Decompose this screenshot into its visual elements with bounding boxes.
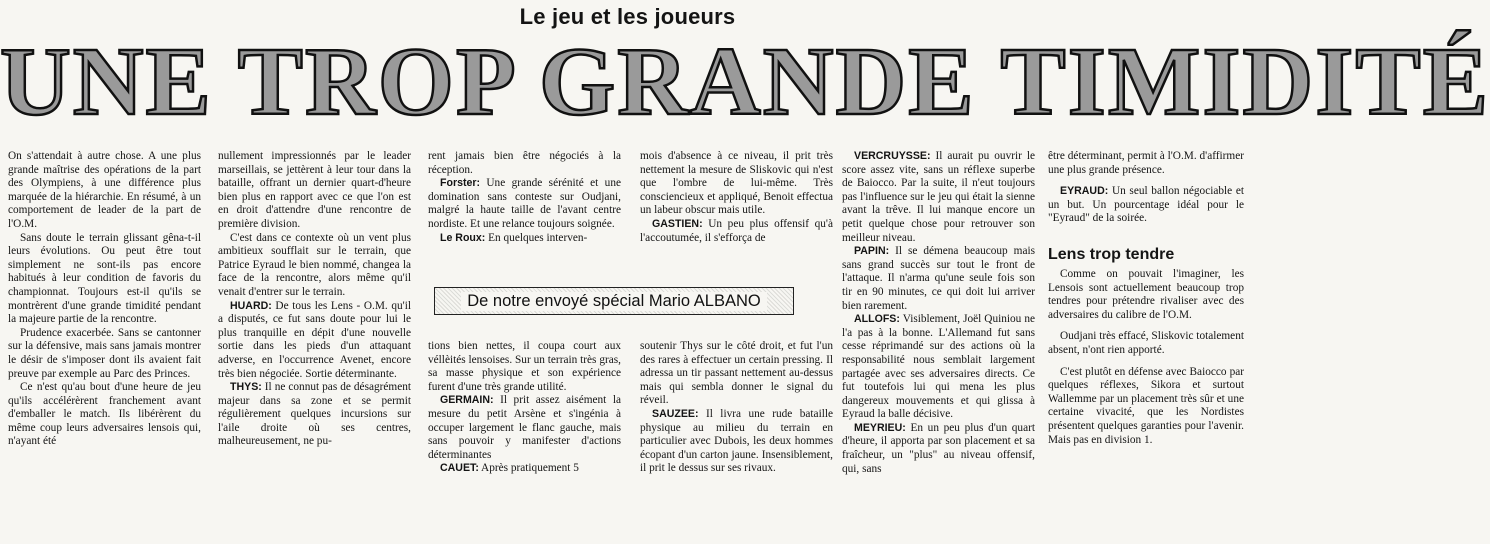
subheading: Lens trop tendre xyxy=(1048,245,1175,263)
player-name: HUARD: xyxy=(230,299,272,312)
kicker: Le jeu et les joueurs xyxy=(519,4,736,29)
byline-text: De notre envoyé spécial Mario ALBANO xyxy=(461,292,766,311)
paragraph: On s'attendait à autre chose. A une plus grande maîtrise des opérations de la part des Olympiens, à une différence plus marquée de la hiérarchie. En résumé, à un comportement de leader de la part de l'O.M. xyxy=(8,150,201,230)
column-2 xyxy=(218,150,411,544)
player-name: GASTIEN: xyxy=(652,217,703,230)
paragraph: Forster: Une grande sérénité et une domination sans conteste sur Oudjani, malgré la haute taille de l'avant centre nordiste. Et une relance toujours soignée. xyxy=(428,177,621,230)
player-name: ALLOFS: xyxy=(854,313,900,326)
player-name: CAUET: xyxy=(440,462,479,475)
paragraph: soutenir Thys sur le côté droit, et fut l'un des rares à effectuer un certain pressing. Il adressa un tir passant nettement au-dessus mais qui sembla donner le signal du réveil. xyxy=(640,340,833,407)
column-3-top xyxy=(428,150,621,278)
column-3-bottom xyxy=(428,340,621,544)
player-name: PAPIN: xyxy=(854,245,890,258)
column-4-bottom xyxy=(640,340,833,544)
paragraph: mois d'absence à ce niveau, il prit très nettement la mesure de Sliskovic qui n'est que l'ombre de lui-même. Très consciencieux et appliqué, Benoit effectua un labeur obscur mais utile. xyxy=(640,150,833,217)
player-name: GERMAIN: xyxy=(440,394,494,407)
paragraph: Ce n'est qu'au bout d'une heure de jeu qu'ils accélérèrent franchement avant d'emballer le match. Ils libérèrent du même coup leurs adversaires lensois qui, n'ayant été xyxy=(8,381,201,448)
paragraph: MEYRIEU: En un peu plus d'un quart d'heure, il apporta par son placement et sa fraîcheur, un "plus" au niveau offensif, qui, sans xyxy=(842,421,1035,475)
column-1 xyxy=(8,150,201,544)
column-6 xyxy=(1048,150,1244,544)
player-name: SAUZEE: xyxy=(652,407,699,420)
paragraph: HUARD: De tous les Lens - O.M. qu'il a disputés, ce fut sans doute pour lui le plus tranquille en dépit d'une nouvelle sortie dans les pieds d'un attaquant adverse, en l'occurrence Avenet, encore très bien négociée. Sortie déterminante. xyxy=(218,299,411,380)
player-name: Le Roux: xyxy=(440,231,486,244)
player-name: Forster: xyxy=(440,177,481,190)
paragraph: PAPIN: Il se démena beaucoup mais sans grand succès sur tout le front de l'attaque. Il n'arma qu'une seule fois son tir en 90 minutes, ce qui doit lui arriver bien rarement. xyxy=(842,245,1035,312)
headline: UNE TROP GRANDE TIMIDITÉ xyxy=(0,28,1490,136)
paragraph: ALLOFS: Visiblement, Joël Quiniou ne l'a pas à la bonne. L'Allemand fut sans cesse réprimandé sur des actions où la responsabilité nous semblait largement partagée avec ses adversaires directs. Ce fut toutefois lui qui mena les plus dangereux mouvements et qui glissa à Eyraud la balle décisive. xyxy=(842,313,1035,421)
paragraph: nullement impressionnés par le leader marseillais, se jettèrent à leur tour dans la bataille, offrant un dernier quart-d'heure bien plus en rapport avec ce que l'on est en droit d'attendre d'une rencontre de première division. xyxy=(218,150,411,230)
paragraph: EYRAUD: Un seul ballon négociable et un but. Un pourcentage idéal pour le "Eyraud" de la soirée. xyxy=(1048,185,1244,225)
paragraph: GERMAIN: Il prit assez aisément la mesure du petit Arsène et s'ingénia à occuper largement le flanc gauche, mais sans pouvoir y manifester d'actions déterminantes xyxy=(428,394,621,461)
paragraph: rent jamais bien être négociés à la réception. xyxy=(428,150,621,176)
player-name: THYS: xyxy=(230,381,262,394)
column-4-top xyxy=(640,150,833,278)
paragraph: être déterminant, permit à l'O.M. d'affirmer une plus grande présence. xyxy=(1048,150,1244,176)
player-name: MEYRIEU: xyxy=(854,421,906,434)
byline-box xyxy=(434,287,794,315)
paragraph: C'est plutôt en défense avec Baiocco par quelques réflexes, Sikora et surtout Wallemme par un placement très sûr et une certaine vivacité, que les Nordistes présentent quelques garanties pour l'avenir. Mais pas en division 1. xyxy=(1048,365,1244,446)
paragraph: Prudence exacerbée. Sans se cantonner sur la défensive, mais sans jamais montrer le désir de s'imposer dont ils avaient fait preuve par exemple au Parc des Princes. xyxy=(8,326,201,380)
paragraph: GASTIEN: Un peu plus offensif qu'à l'accoutumée, il s'efforça de xyxy=(640,217,833,244)
player-name: EYRAUD: xyxy=(1060,185,1109,198)
paragraph: THYS: Il ne connut pas de désagrément majeur dans sa zone et se permit régulièrement quelques incursions sur l'aile droite où ses centres, malheureusement, ne pu- xyxy=(218,381,411,448)
column-5 xyxy=(842,150,1035,544)
paragraph: Le Roux: En quelques interven- xyxy=(440,231,588,244)
paragraph: CAUET: Après pratiquement 5 xyxy=(440,462,579,475)
paragraph: SAUZEE: Il livra une rude bataille physique au milieu du terrain en particulier avec Dubois, les deux hommes écopant d'un carton jaune. Insensiblement, il prit le dessus sur ses rivaux. xyxy=(640,407,833,475)
paragraph: VERCRUYSSE: Il aurait pu ouvrir le score assez vite, sans un réflexe superbe de Baiocco. Par la suite, il n'eut toujours pas l'influence sur le jeu qui était la sienne avant la trêve. Il lui manque encore un petit quelque chose pour retrouver son meilleur niveau. xyxy=(842,150,1035,244)
paragraph: Oudjani très effacé, Sliskovic totalement absent, n'ont rien apporté. xyxy=(1048,330,1244,356)
paragraph: Sans doute le terrain glissant gêna-t-il leurs évolutions. Ou peut être tout simplement ne sont-ils pas encore habitués à leur condition de favoris du championnat. Toujours est-il qu'ils se montrèrent d'une grande timidité pendant la majeure partie de la rencontre. xyxy=(8,231,201,326)
paragraph: C'est dans ce contexte où un vent plus ambitieux soufflait sur le terrain, que Patrice Eyraud le bien nommé, changea la face de la rencontre, alors même qu'il venait d'entrer sur le terrain. xyxy=(218,231,411,298)
paragraph: tions bien nettes, il coupa court aux véllèités lensoises. Sur un terrain très gras, sa masse physique et son expérience furent d'une très grande utilité. xyxy=(428,340,621,393)
player-name: VERCRUYSSE: xyxy=(854,150,931,162)
paragraph: Comme on pouvait l'imaginer, les Lensois sont actuellement beaucoup trop tendres pour prétendre rivaliser avec des adversaires du calibre de l'O.M. xyxy=(1048,267,1244,321)
